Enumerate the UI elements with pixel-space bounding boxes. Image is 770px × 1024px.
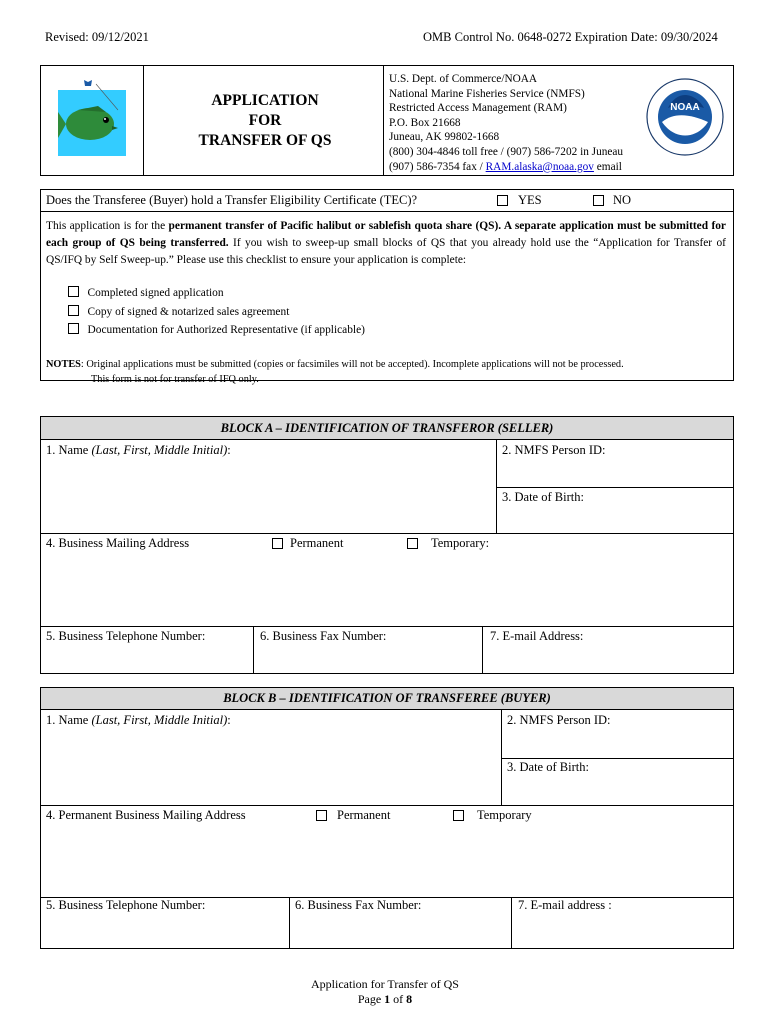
block-b-name-label: 1. Name (Last, First, Middle Initial): <box>46 713 231 727</box>
tec-no-checkbox[interactable] <box>593 195 604 206</box>
intro-paragraph: This application is for the permanent transfer of Pacific halibut or sablefish quota share (QS). A separate application must be submitted for each group of QS being transferred. If you wish to sweep-up small blocks of QS that you already hold use the “Application for Transfer of QS/IFQ by Self Sweep-up.” Please use this checklist to ensure your application is complete: <box>46 220 726 266</box>
email-link[interactable]: RAM.alaska@noaa.gov <box>485 160 594 173</box>
block-b-person-id-label: 2. NMFS Person ID: <box>507 713 611 727</box>
block-b-temporary-label: Temporary <box>477 808 532 822</box>
block-b-phone-label: 5. Business Telephone Number: <box>46 898 206 912</box>
block-a-heading: BLOCK A – IDENTIFICATION OF TRANSFEROR (SELLER) <box>220 421 554 435</box>
tec-no-label: NO <box>613 193 632 207</box>
checklist-item: Copy of signed & notarized sales agreement <box>68 303 365 322</box>
address-line-7: (907) 586-7354 fax / RAM.alaska@noaa.gov email <box>389 160 622 173</box>
block-b-permanent-label: Permanent <box>337 808 391 822</box>
block-a-dob-label: 3. Date of Birth: <box>502 490 584 504</box>
noaa-logo-icon <box>646 78 724 156</box>
block-a-permanent-checkbox[interactable] <box>272 538 283 549</box>
block-a-address-label: 4. Business Mailing Address <box>46 536 190 550</box>
revised-date: Revised: 09/12/2021 <box>45 30 149 44</box>
block-a-phone-label: 5. Business Telephone Number: <box>46 629 206 643</box>
footer-title: Application for Transfer of QS <box>311 977 459 991</box>
title-line-2: FOR <box>248 112 282 129</box>
block-b-name-input[interactable] <box>41 732 500 802</box>
block-a-temporary-label: Temporary: <box>431 536 490 550</box>
block-a-permanent-label: Permanent <box>290 536 344 550</box>
page-footer <box>0 977 770 1007</box>
address-line-3: Restricted Access Management (RAM) <box>389 102 567 115</box>
form-title <box>185 91 345 151</box>
title-block <box>40 65 734 176</box>
tec-question: Does the Transferee (Buyer) hold a Transfer Eligibility Certificate (TEC)? <box>46 193 418 207</box>
notes: NOTES: Original applications must be submitted (copies or facsimiles will not be accepted). Incomplete applications will not be processed. This form is not for transfer of IFQ only. <box>46 359 624 385</box>
block-a-name-input[interactable] <box>41 462 495 531</box>
block-b-permanent-checkbox[interactable] <box>316 810 327 821</box>
agency-address <box>389 72 623 174</box>
address-line-5: Juneau, AK 99802-1668 <box>389 131 500 144</box>
checklist-checkbox[interactable] <box>68 286 79 297</box>
omb-control: OMB Control No. 0648-0272 Expiration Date: 09/30/2024 <box>423 30 718 44</box>
address-line-6: (800) 304-4846 toll free / (907) 586-7202 in Juneau <box>389 145 624 158</box>
block-b-fax-label: 6. Business Fax Number: <box>295 898 422 912</box>
address-line-1: U.S. Dept. of Commerce/NOAA <box>389 73 538 85</box>
noaa-logo-text: NOAA <box>670 102 700 113</box>
block-a-temporary-checkbox[interactable] <box>407 538 418 549</box>
block-a-person-id-label: 2. NMFS Person ID: <box>502 443 606 457</box>
block-b-heading: BLOCK B – IDENTIFICATION OF TRANSFEREE (BUYER) <box>223 691 551 705</box>
title-line-1: APPLICATION <box>211 92 319 109</box>
checklist-checkbox[interactable] <box>68 323 79 334</box>
checklist-checkbox[interactable] <box>68 305 79 316</box>
page-number: Page 1 of 8 <box>357 992 413 1006</box>
tec-yes-checkbox[interactable] <box>497 195 508 206</box>
block-b-email-label: 7. E-mail address : <box>518 898 612 912</box>
address-line-4: P.O. Box 21668 <box>389 116 461 129</box>
tec-yes-label: YES <box>518 193 542 207</box>
block-a-email-label: 7. E-mail Address: <box>490 629 584 643</box>
title-line-3: TRANSFER OF QS <box>198 132 332 149</box>
checklist-item: Documentation for Authorized Representative (if applicable) <box>68 321 365 340</box>
block-b-address-label: 4. Permanent Business Mailing Address <box>46 808 246 822</box>
checklist <box>68 284 365 340</box>
block-b-temporary-checkbox[interactable] <box>453 810 464 821</box>
block-a-name-label: 1. Name (Last, First, Middle Initial): <box>46 443 231 457</box>
block-a-fax-label: 6. Business Fax Number: <box>260 629 387 643</box>
fish-logo-icon <box>58 80 126 156</box>
block-b-dob-label: 3. Date of Birth: <box>507 760 589 774</box>
checklist-item: Completed signed application <box>68 284 365 303</box>
address-line-2: National Marine Fisheries Service (NMFS) <box>389 87 585 100</box>
